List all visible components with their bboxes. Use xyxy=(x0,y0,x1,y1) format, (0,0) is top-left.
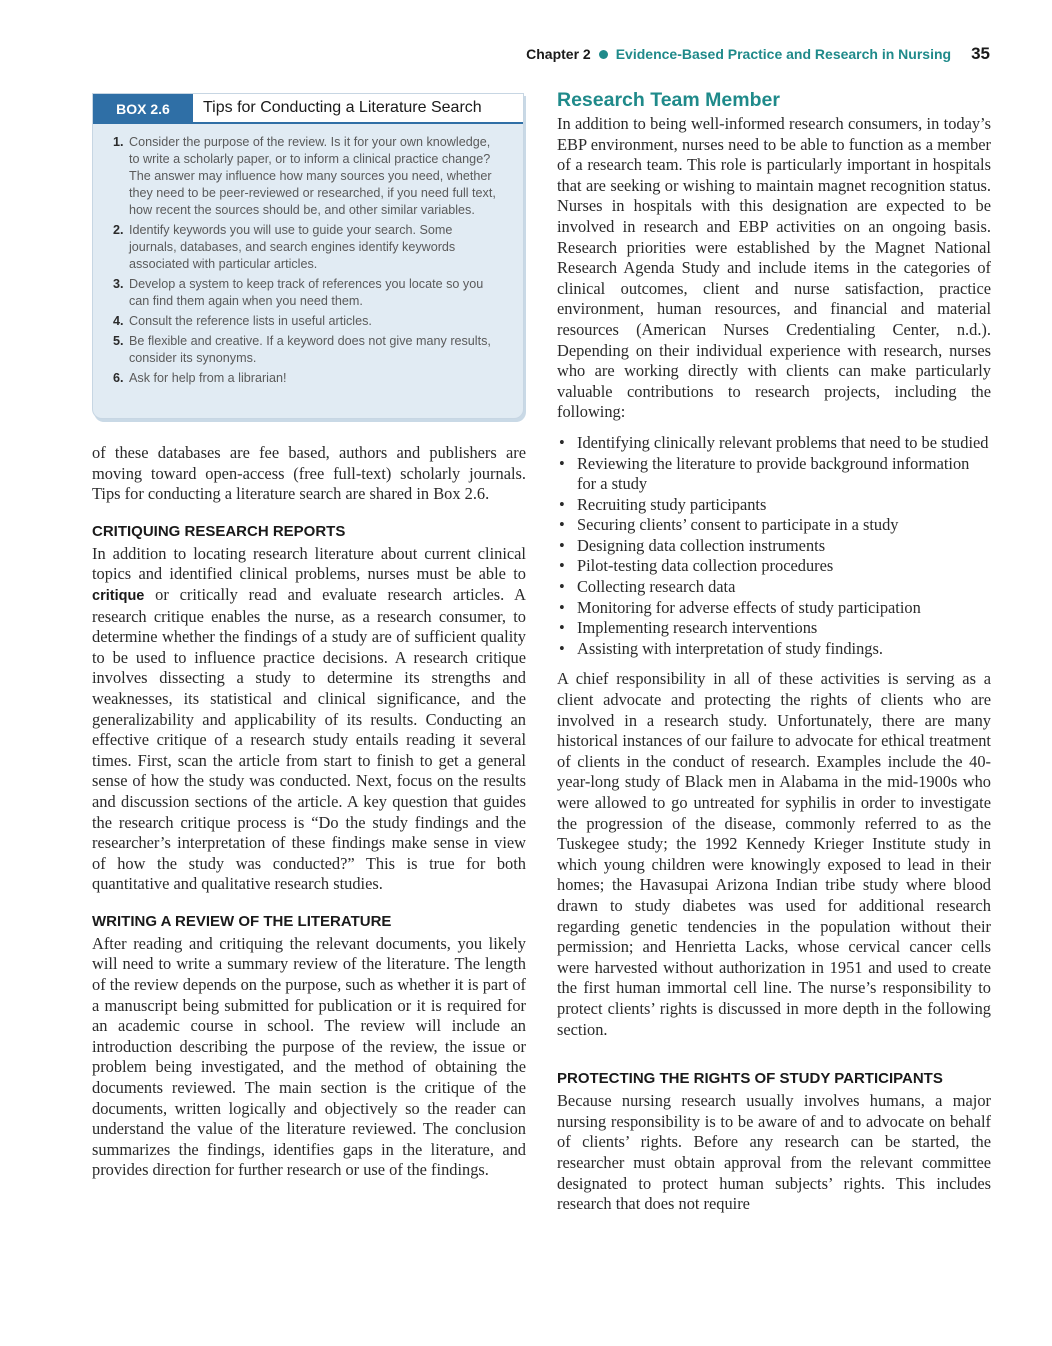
tip-number: 4. xyxy=(113,314,124,328)
chapter-title: Evidence-Based Practice and Research in Nursing xyxy=(615,46,952,62)
team-paragraph: In addition to being well-informed research consumers, in today’s EBP environment, nurses need to be able to function as a member of a research team. This role is particularly important in hospitals that are seeking or wishing to maintain magnet recognition status. Nurses in hospitals with this designation are expected to be involved in research and EBP activities on an ongoing basis. Research priorities were established by the Magnet National Research Agenda Study and include items in the categories of clinical outcomes, client and nurse satisfaction, practice environment, human resources, and financial and material resources (American Nurses Credentialing Center, n.d.). Depending on their individual experience with research, nurses who are working directly with clients can make particularly valuable contributions to research projects, including the following: xyxy=(557,114,991,422)
tip-number: 2. xyxy=(113,223,124,237)
list-item: • Recruiting study participants xyxy=(557,495,991,516)
key-term: critique xyxy=(92,587,145,604)
tips-box xyxy=(92,93,524,419)
tip-text: Ask for help from a librarian! xyxy=(129,371,287,385)
list-item: • Implementing research interventions xyxy=(557,618,991,639)
tip-number: 5. xyxy=(113,334,124,348)
tip-text: Be flexible and creative. If a keyword does not give many results, consider its synonyms. xyxy=(129,334,491,365)
critique-heading: CRITIQUING RESEARCH REPORTS xyxy=(92,522,346,540)
list-item: • Reviewing the literature to provide background information for a study xyxy=(557,454,991,495)
list-item: • Collecting research data xyxy=(557,577,991,598)
tip-text: Identify keywords you will use to guide your search. Some journals, databases, and search engines identify keywords associated with particular articles. xyxy=(129,223,456,271)
tip-text: Consider the purpose of the review. Is it for your own knowledge, to write a scholarly paper, or to inform a clinical practice change? The answer may influence how many sources you need, whether they need to be peer-reviewed or researched, if you need full text, how recent the sources should be, and other similar variables. xyxy=(129,135,496,217)
list-item: • Monitoring for adverse effects of study participation xyxy=(557,598,991,619)
page-number: 35 xyxy=(971,44,990,63)
intro-paragraph: of these databases are fee based, authors and publishers are moving toward open-access (free full-text) scholarly journals. Tips for conducting a literature search are shared in Box 2.6. xyxy=(92,443,526,504)
team-heading: Research Team Member xyxy=(557,89,780,111)
advocate-paragraph: A chief responsibility in all of these activities is serving as a client advocate and protecting the rights of clients who are involved in a research study. Unfortunately, there are many historical instances of our failure to advocate for ethical treatment of clients in the conduct of research. Examples include the 40-year-long study of Black men in Alabama in the mid-1900s who were allowed to go untreated for syphilis in order to investigate the progression of the disease, commonly referred to as the Tuskegee study; the 1992 Kennedy Krieger Institute study in which young children were knowingly exposed to lead in their homes; the Havasupai Arizona Indian tribe study where blood drawn to study diabetes was used for additional research regarding genetic tendencies in the population without their permission; and Henrietta Lacks, whose cervical cancer cells were harvested without authorization in 1951 and used to create the first human immortal cell line. The nurse’s responsibility to protect clients’ rights is discussed in more depth in the following section. xyxy=(557,669,991,1039)
review-heading: WRITING A REVIEW OF THE LITERATURE xyxy=(92,912,392,930)
list-item: • Designing data collection instruments xyxy=(557,536,991,557)
running-head xyxy=(526,44,990,64)
critique-text-start: In addition to locating research literature about current clinical topics and identified clinical problems, nurses must be able to xyxy=(92,543,526,584)
critique-paragraph xyxy=(92,544,526,895)
box-title: Tips for Conducting a Literature Search xyxy=(193,94,523,124)
tip-text: Consult the reference lists in useful articles. xyxy=(129,314,372,328)
rights-paragraph: Because nursing research usually involves humans, a major nursing responsibility is to be aware of and to advocate on behalf of clients’ rights. Before any research can be started, the researcher must obtain approval from the relevant committee designated to protect human subjects’ rights. This includes research that does not require xyxy=(557,1091,991,1214)
tip-item xyxy=(113,333,503,367)
box-label: BOX 2.6 xyxy=(93,94,193,124)
rights-heading: PROTECTING THE RIGHTS OF STUDY PARTICIPANTS xyxy=(557,1070,943,1088)
list-item: • Identifying clinically relevant problems that need to be studied xyxy=(557,433,991,454)
tip-number: 1. xyxy=(113,135,124,149)
critique-text-end: or critically read and evaluate research articles. A research critique enables the nurse, as a research consumer, to determine whether the findings of a study are of sufficient quality to be used to influence practice decisions. A research critique involves dissecting a study to determine its strengths and weaknesses, its statistical and clinical significance, and the generalizability and applicability of its results. Conducting an effective critique of a research study entails reading it several times. First, scan the article from start to finish to get a general sense of how the study was conducted. Next, focus on the results and discussion sections of the article. A key question that guides the research critique process is “Do the study findings and the researcher’s interpretation of these findings make sense in view of how the study was conducted?” This is true for both quantitative and qualitative research studies. xyxy=(92,584,526,894)
bullet-dot-icon xyxy=(599,50,608,59)
tip-number: 6. xyxy=(113,371,124,385)
tip-number: 3. xyxy=(113,277,124,291)
tip-text: Develop a system to keep track of references you locate so you can find them again when you need them. xyxy=(129,277,484,308)
tip-item xyxy=(113,134,503,219)
tip-item xyxy=(113,222,503,273)
left-column xyxy=(92,443,526,1181)
tip-item xyxy=(113,370,503,387)
tip-item xyxy=(113,276,503,310)
review-paragraph: After reading and critiquing the relevant documents, you likely will need to write a summary review of the literature. The length of the review depends on the purpose, such as whether it is part of a manuscript being submitted for publication or it is required for an academic course in school. The review will include an introduction describing the purpose of the review, the issue or problem being investigated, and the method of obtaining the documents reviewed. The main section is the critique of the documents, written logically and objectively so the reader can understand the value of the literature reviewed. The conclusion summarizes the findings, identifies gaps in the literature, and provides direction for further research or use of the findings. xyxy=(92,933,526,1180)
tip-item xyxy=(113,313,503,330)
list-item: • Assisting with interpretation of study findings. xyxy=(557,639,991,660)
chapter-label: Chapter 2 xyxy=(526,46,591,62)
right-column xyxy=(557,89,991,1215)
tips-list xyxy=(93,134,523,387)
list-item: • Pilot-testing data collection procedures xyxy=(557,556,991,577)
list-item: • Securing clients’ consent to participate in a study xyxy=(557,515,991,536)
box-header xyxy=(93,94,523,124)
contributions-list xyxy=(557,433,991,660)
